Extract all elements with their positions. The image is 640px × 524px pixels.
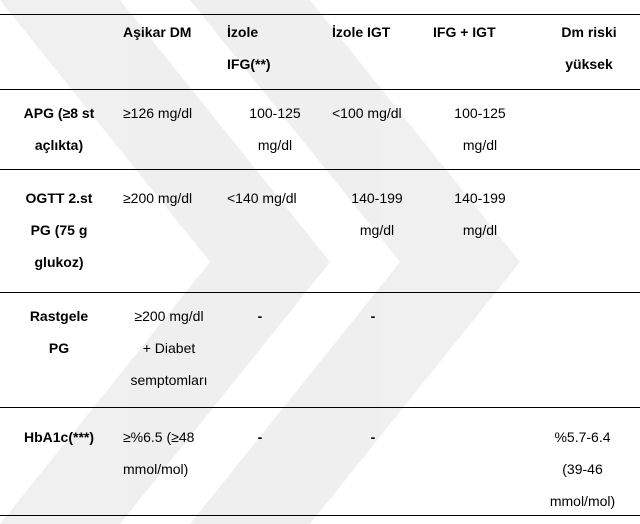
table-cell: ≥%6.5 (≥48 mmol/mol) <box>123 429 195 477</box>
table-bottom-rule <box>0 515 640 516</box>
row-divider <box>0 407 640 408</box>
row-divider <box>0 89 640 90</box>
table-cell: - <box>257 308 263 324</box>
row-label: Rastgele PG <box>29 308 89 356</box>
table-cell: ≥200 mg/dl <box>123 190 193 206</box>
table-cell: ≥200 mg/dl + Diabet semptomları <box>130 308 208 388</box>
table-cell: - <box>370 429 376 445</box>
header-cell: Dm riski yüksek <box>561 24 617 72</box>
table-cell: 100-125 mg/dl <box>454 105 506 153</box>
table-cell: 140-199 mg/dl <box>351 190 403 238</box>
table-cell: 100-125 mg/dl <box>249 105 301 153</box>
table-cell: <100 mg/dl <box>332 105 402 121</box>
header-cell: İzole IGT <box>332 24 391 40</box>
header-cell: Aşikar DM <box>123 24 192 40</box>
table-cell: - <box>370 308 376 324</box>
table-cell: ≥126 mg/dl <box>123 105 193 121</box>
table-cell: <140 mg/dl <box>227 190 297 206</box>
table-top-rule <box>0 14 640 15</box>
row-divider <box>0 169 640 170</box>
row-divider <box>0 292 640 293</box>
row-label: HbA1c(***) <box>23 429 94 445</box>
row-label: OGTT 2.st PG (75 g glukoz) <box>25 190 93 270</box>
table-cell: 140-199 mg/dl <box>454 190 506 238</box>
header-cell: İzole IFG(**) <box>227 24 271 72</box>
row-label: APG (≥8 st açlıkta) <box>23 105 95 153</box>
header-cell: IFG + IGT <box>433 24 496 40</box>
table-cell: %5.7-6.4 (39-46 mmol/mol) <box>549 429 616 509</box>
table-cell: - <box>257 429 263 445</box>
